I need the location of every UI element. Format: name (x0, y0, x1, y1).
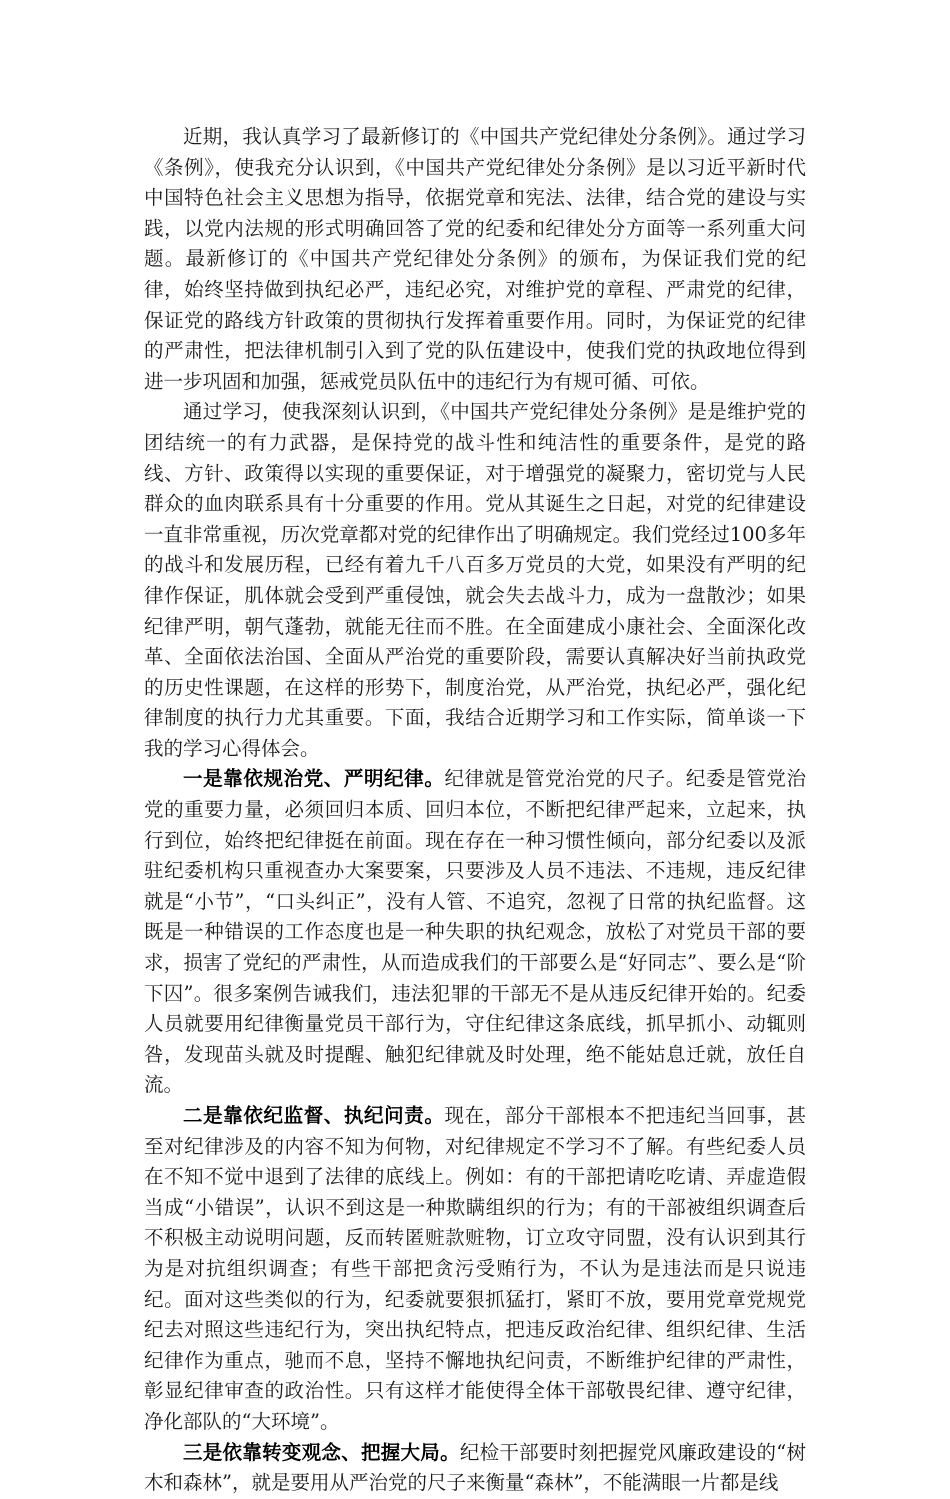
document-page (144, 122, 806, 1499)
paragraph-lead: 三是依靠转变观念、把握大局。 (183, 1440, 460, 1464)
paragraph-text: 通过学习，使我深刻认识到，《中国共产党纪律处分条例》是是维护党的团结统一的有力武器，是保持党的战斗性和纯洁性的重要条件，是党的路线、方针、政策得以实现的重要保证，对于增强党的凝聚力，密切党与人民群众的血肉联系具有十分重要的作用。党从其诞生之日起，对党的纪律建设一直非常重视，历次党章都对党的纪律作出了明确规定。我们党经过100多年的战斗和发展历程，已经有着九千八百多万党员的大党，如果没有严明的纪律作保证，肌体就会受到严重侵蚀，就会失去战斗力，成为一盘散沙；如果纪律严明，朝气蓬勃，就能无往而不胜。在全面建成小康社会、全面深化改革、全面依法治国、全面从严治党的重要阶段，需要认真解决好当前执政党的历史性课题，在这样的形势下，制度治党，从严治党，执纪必严，强化纪律制度的执行力尤其重要。下面，我结合近期学习和工作实际，简单谈一下我的学习心得体会。 (144, 400, 806, 760)
paragraph-lead: 一是靠依规治党、严明纪律。 (183, 767, 445, 791)
paragraph-significance (144, 397, 806, 764)
paragraph-point-two (144, 1101, 806, 1438)
paragraph-point-three (144, 1438, 806, 1499)
paragraph-text: 纪检干部要时刻把握党风廉政建设的“树木和森林”，就是要用从严治党的尺子来衡量“森林”，不能满眼一片都是线 (144, 1440, 806, 1495)
paragraph-text: 近期，我认真学习了最新修订的《中国共产党纪律处分条例》。通过学习《条例》，使我充分认识到，《中国共产党纪律处分条例》是以习近平新时代中国特色社会主义思想为指导，依据党章和宪法、法律，结合党的建设与实践，以党内法规的形式明确回答了党的纪委和纪律处分方面等一系列重大问题。最新修订的《中国共产党纪律处分条例》的颁布，为保证我们党的纪律，始终坚持做到执纪必严，违纪必究，对维护党的章程、严肃党的纪律，保证党的路线方针政策的贯彻执行发挥着重要作用。同时，为保证党的纪律的严肃性，把法律机制引入到了党的队伍建设中，使我们党的执政地位得到进一步巩固和加强，惩戒党员队伍中的违纪行为有规可循、可依。 (144, 125, 806, 393)
paragraph-intro (144, 122, 806, 397)
paragraph-point-one (144, 764, 806, 1101)
paragraph-text: 现在，部分干部根本不把违纪当回事，甚至对纪律涉及的内容不知为何物，对纪律规定不学习不了解。有些纪委人员在不知不觉中退到了法律的底线上。例如：有的干部把请吃吃请、弄虚造假当成“小错误”，认识不到这是一种欺瞒组织的行为；有的干部被组织调查后不积极主动说明问题，反而转匿赃款赃物，订立攻守同盟，没有认识到其行为是对抗组织调查；有些干部把贪污受贿行为，不认为是违法而是只说违纪。面对这些类似的行为，纪委就要狠抓猛打，紧盯不放，要用党章党规党纪去对照这些违纪行为，突出执纪特点，把违反政治纪律、组织纪律、生活纪律作为重点，驰而不息，坚持不懈地执纪问责，不断维护纪律的严肃性，彰显纪律审查的政治性。只有这样才能使得全体干部敬畏纪律、遵守纪律，净化部队的“大环境”。 (144, 1104, 806, 1433)
paragraph-lead: 二是靠依纪监督、执纪问责。 (183, 1104, 445, 1127)
paragraph-text: 纪律就是管党治党的尺子。纪委是管党治党的重要力量，必须回归本质、回归本位，不断把纪律严起来，立起来，执行到位，始终把纪律挺在前面。现在存在一种习惯性倾向，部分纪委以及派驻纪委机构只重视查办大案要案，只要涉及人员不违法、不违规，违反纪律就是“小节”，“口头纠正”，没有人管、不追究，忽视了日常的执纪监督。这既是一种错误的工作态度也是一种失职的执纪观念，放松了对党员干部的要求，损害了党纪的严肃性，从而造成我们的干部要么是“好同志”、要么是“阶下囚”。很多案例告诫我们，违法犯罪的干部无不是从违反纪律开始的。纪委人员就要用纪律衡量党员干部行为，守住纪律这条底线，抓早抓小、动辄则咎，发现苗头就及时提醒、触犯纪律就及时处理，绝不能姑息迁就，放任自流。 (144, 767, 806, 1097)
